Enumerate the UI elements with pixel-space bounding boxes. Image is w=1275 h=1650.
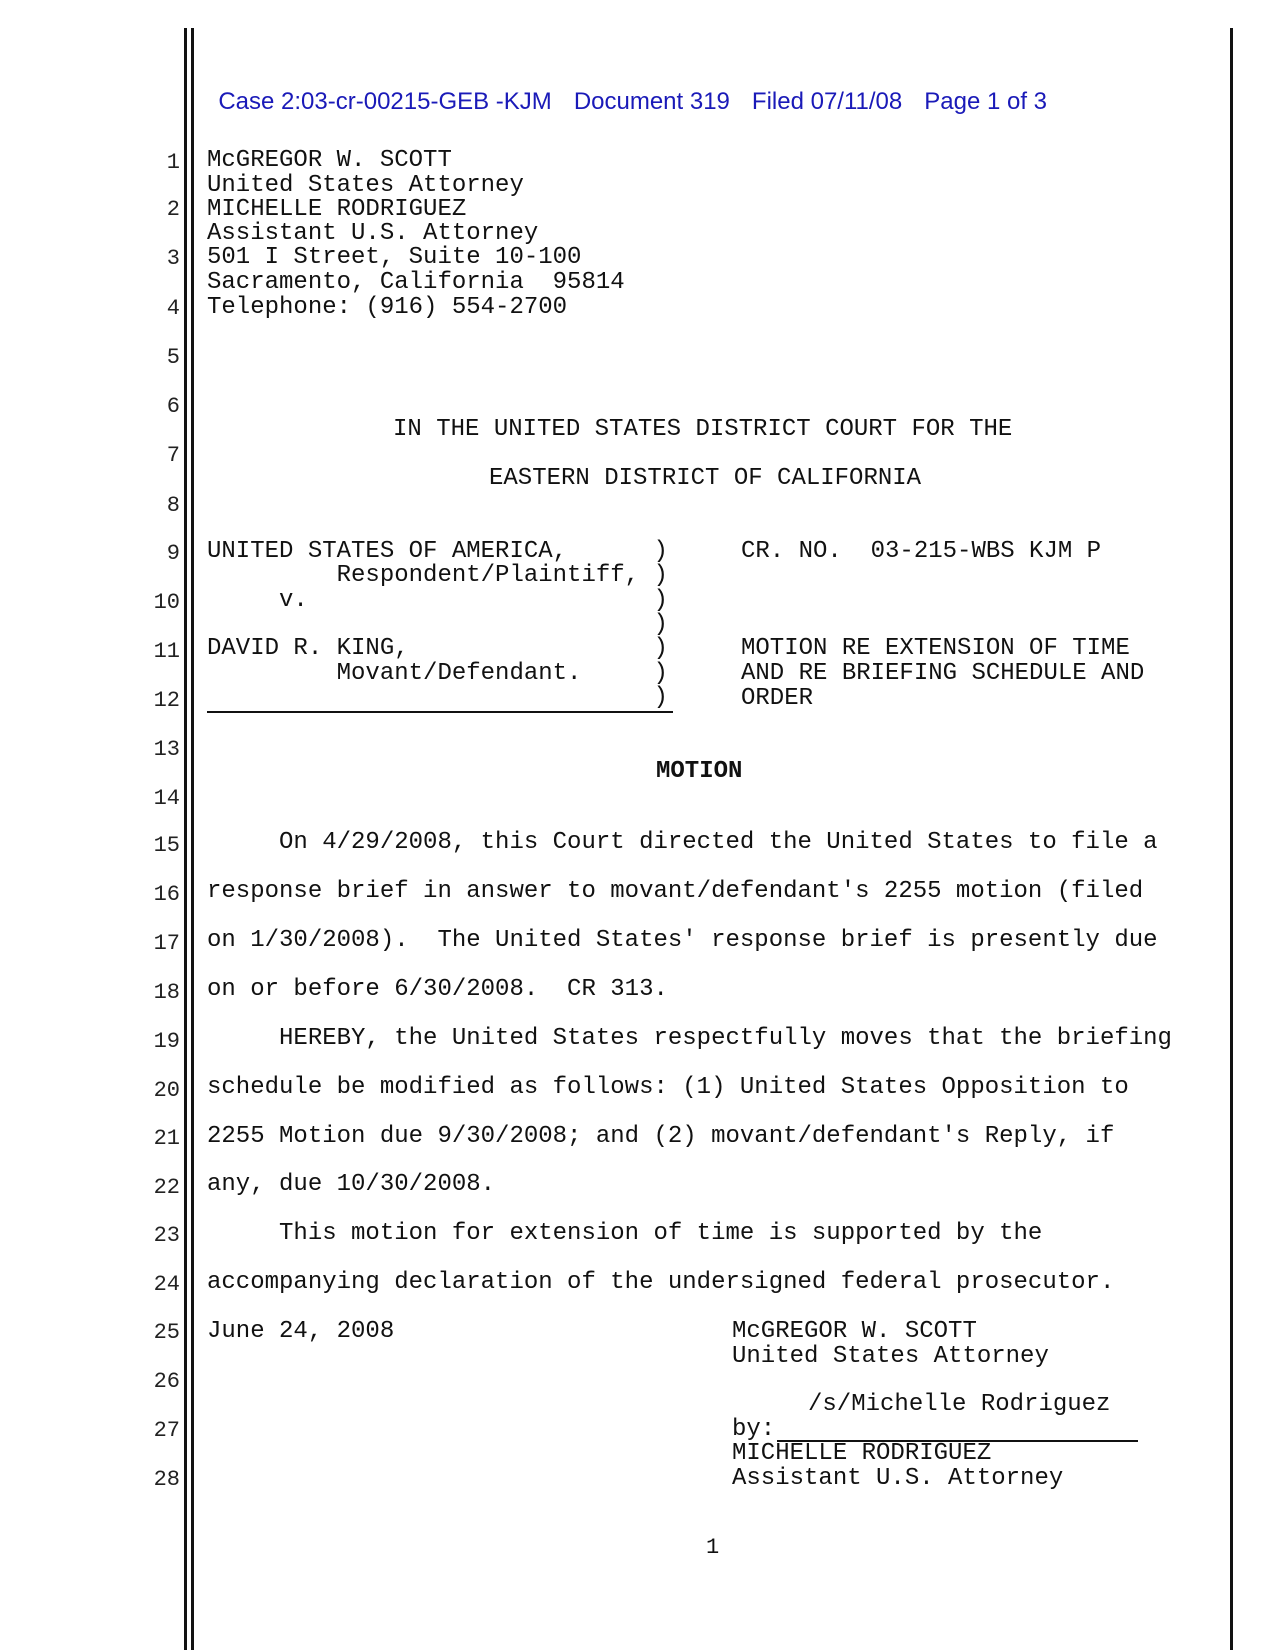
line-number: 9 — [166, 541, 180, 566]
court-title-line2: EASTERN DISTRICT OF CALIFORNIA — [489, 465, 922, 492]
filing-date: June 24, 2008 — [207, 1318, 395, 1345]
attorney-line: United States Attorney — [207, 172, 524, 199]
attorney-line: Sacramento, California 95814 — [207, 269, 625, 296]
line-number: 3 — [166, 246, 180, 271]
line-number: 19 — [153, 1029, 180, 1054]
body-line: any, due 10/30/2008. — [207, 1171, 496, 1198]
line-number: 26 — [153, 1369, 180, 1394]
line-number: 12 — [153, 688, 180, 713]
caption-line: Respondent/Plaintiff, ) — [207, 562, 668, 589]
signature-name: McGREGOR W. SCOTT — [732, 1318, 977, 1345]
caption-line: v. ) — [207, 587, 668, 614]
line-number: 7 — [166, 443, 180, 468]
motion-title-line: MOTION RE EXTENSION OF TIME — [741, 635, 1130, 662]
caption-line: DAVID R. KING, ) — [207, 635, 668, 662]
line-number: 20 — [153, 1078, 180, 1103]
line-number: 6 — [166, 394, 180, 419]
line-number: 21 — [153, 1126, 180, 1151]
body-line: 2255 Motion due 9/30/2008; and (2) movant/defendant's Reply, if — [207, 1123, 1115, 1150]
caption-line: ) — [207, 611, 668, 638]
by-label: by: — [732, 1416, 776, 1443]
line-number: 23 — [153, 1223, 180, 1248]
line-number: 15 — [153, 833, 180, 858]
line-number: 24 — [153, 1272, 180, 1297]
line-number: 13 — [153, 737, 180, 762]
attorney-line: McGREGOR W. SCOTT — [207, 147, 452, 174]
line-number: 10 — [153, 590, 180, 615]
caption-line: ) — [207, 684, 668, 711]
caption-line: Movant/Defendant. ) — [207, 660, 668, 687]
body-line: schedule be modified as follows: (1) United States Opposition to — [207, 1074, 1129, 1101]
right-margin-rule — [1230, 28, 1233, 1650]
line-number: 25 — [153, 1320, 180, 1345]
motion-title-line: AND RE BRIEFING SCHEDULE AND — [741, 660, 1145, 687]
criminal-case-number: CR. NO. 03-215-WBS KJM P — [741, 538, 1102, 565]
line-number: 16 — [153, 882, 180, 907]
motion-title-line: ORDER — [741, 685, 814, 712]
line-number: 17 — [153, 931, 180, 956]
document-number: Document 319 — [573, 88, 730, 115]
body-line: accompanying declaration of the undersigned federal prosecutor. — [207, 1269, 1115, 1296]
body-line: response brief in answer to movant/defendant's 2255 motion (filed — [207, 878, 1144, 905]
line-number: 11 — [153, 639, 180, 664]
case-number: Case 2:03-cr-00215-GEB -KJM — [218, 88, 552, 115]
line-number: 22 — [153, 1175, 180, 1200]
attorney-line: Assistant U.S. Attorney — [207, 220, 539, 247]
line-number: 14 — [153, 786, 180, 811]
caption-underline — [207, 711, 673, 713]
filed-date: Filed 07/11/08 — [751, 88, 903, 115]
page-number: 1 — [706, 1535, 720, 1560]
court-title-line1: IN THE UNITED STATES DISTRICT COURT FOR THE — [393, 416, 1013, 443]
signer-name: MICHELLE RODRIGUEZ — [732, 1440, 992, 1467]
line-number: 5 — [166, 345, 180, 370]
line-number: 2 — [166, 197, 180, 222]
body-line: HEREBY, the United States respectfully moves that the briefing — [207, 1025, 1172, 1052]
line-number: 27 — [153, 1418, 180, 1443]
body-line: This motion for extension of time is supported by the — [207, 1220, 1043, 1247]
caption-line: UNITED STATES OF AMERICA, ) — [207, 538, 668, 565]
body-line: On 4/29/2008, this Court directed the United States to file a — [207, 829, 1158, 856]
attorney-line: MICHELLE RODRIGUEZ — [207, 196, 467, 223]
line-number: 1 — [166, 150, 180, 175]
electronic-signature: /s/Michelle Rodriguez — [808, 1391, 1111, 1418]
signature-title: United States Attorney — [732, 1343, 1049, 1370]
section-heading: MOTION — [656, 758, 743, 785]
line-number: 28 — [153, 1467, 180, 1492]
filing-header — [205, 60, 1069, 116]
body-line: on 1/30/2008). The United States' response brief is presently due — [207, 927, 1158, 954]
line-number: 18 — [153, 980, 180, 1005]
page-indicator: Page 1 of 3 — [924, 88, 1047, 115]
left-margin-rule-inner — [191, 28, 194, 1650]
attorney-line: Telephone: (916) 554-2700 — [207, 294, 568, 321]
line-number: 8 — [166, 493, 180, 518]
body-line: on or before 6/30/2008. CR 313. — [207, 976, 668, 1003]
line-number: 4 — [166, 296, 180, 321]
signer-title: Assistant U.S. Attorney — [732, 1465, 1064, 1492]
left-margin-rule-outer — [184, 28, 187, 1650]
attorney-line: 501 I Street, Suite 10-100 — [207, 244, 582, 271]
